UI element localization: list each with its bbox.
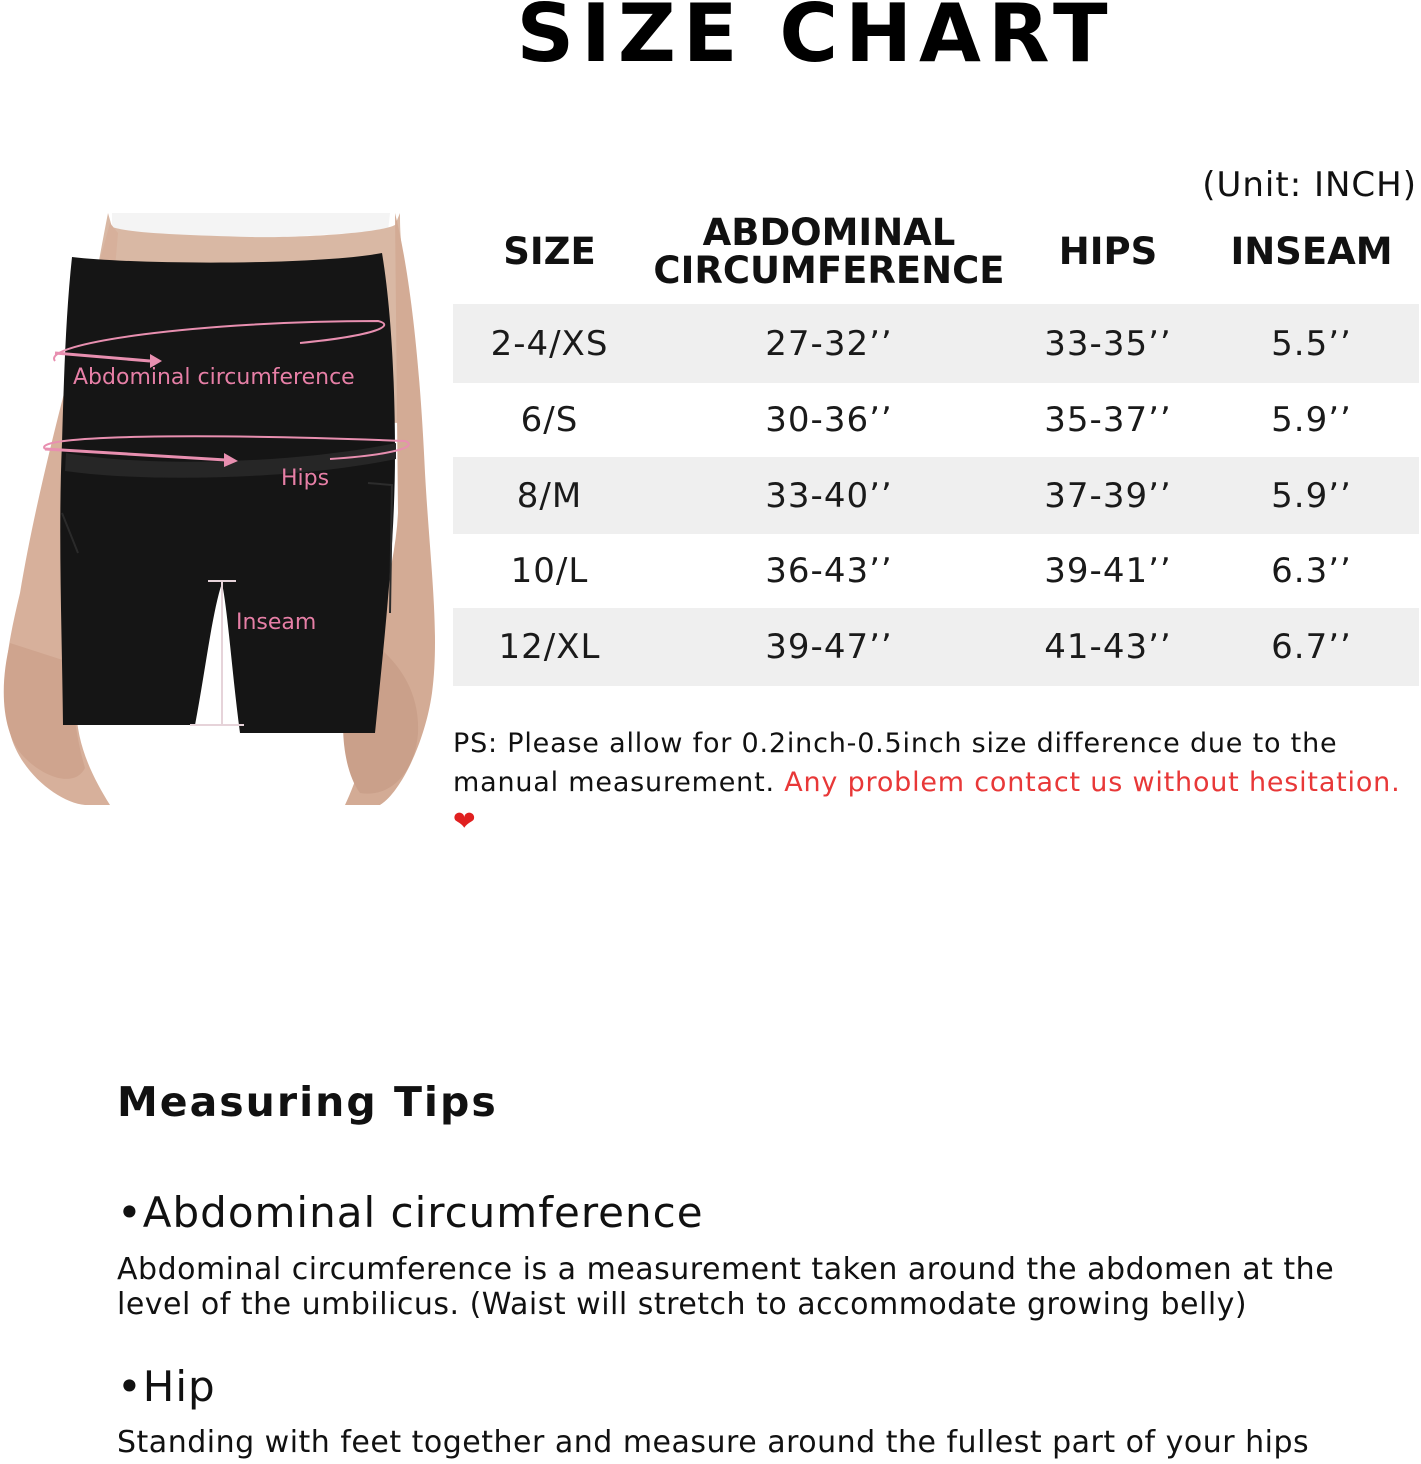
cell-abdominal: 30-36’’ bbox=[765, 400, 893, 440]
cell-size: 12/XL bbox=[498, 627, 601, 667]
header-abdominal-line2: CIRCUMFERENCE bbox=[653, 249, 1005, 292]
cell-size: 6/S bbox=[520, 400, 579, 440]
cell-hips: 39-41’’ bbox=[1044, 551, 1172, 591]
tip-abdominal-line-1: Abdominal circumference is a measurement taken around the abdomen at the bbox=[117, 1252, 1335, 1287]
cell-abdominal: 33-40’’ bbox=[765, 475, 893, 516]
contact-text: Any problem contact us without hesitation. bbox=[784, 767, 1401, 798]
cell-abdominal: 39-47’’ bbox=[765, 627, 893, 667]
model-figure bbox=[0, 213, 452, 805]
table-row bbox=[453, 383, 1419, 457]
header-abdominal bbox=[646, 211, 1012, 292]
tip-abdominal-body bbox=[117, 1252, 1407, 1322]
cell-hips: 41-43’’ bbox=[1044, 627, 1172, 667]
cell-hips: 33-35’’ bbox=[1044, 323, 1172, 364]
tip-hip-heading: •Hip bbox=[117, 1362, 216, 1411]
cell-size: 10/L bbox=[510, 551, 589, 591]
tip-hip-body: Standing with feet together and measure around the fullest part of your hips bbox=[117, 1425, 1310, 1460]
table-row bbox=[453, 534, 1419, 608]
table-row bbox=[453, 457, 1419, 534]
note-line-2 bbox=[453, 763, 1419, 841]
unit-label: (Unit: INCH) bbox=[1202, 165, 1417, 205]
cell-inseam: 5.9’’ bbox=[1271, 475, 1352, 516]
size-table bbox=[453, 200, 1419, 686]
table-header bbox=[453, 200, 1419, 304]
cell-hips: 35-37’’ bbox=[1044, 400, 1172, 440]
cell-size: 8/M bbox=[516, 475, 583, 516]
cell-inseam: 5.5’’ bbox=[1271, 323, 1352, 364]
measurement-note bbox=[453, 724, 1419, 841]
tips-title: Measuring Tips bbox=[117, 1078, 498, 1126]
hips-label: Hips bbox=[281, 466, 330, 491]
tip-abdominal-heading: •Abdominal circumference bbox=[117, 1188, 704, 1237]
cell-inseam: 6.3’’ bbox=[1271, 551, 1352, 591]
page-title: SIZE CHART bbox=[516, 0, 1115, 80]
note-black-text: manual measurement. bbox=[453, 767, 785, 798]
cell-hips: 37-39’’ bbox=[1044, 475, 1172, 516]
cell-inseam: 6.7’’ bbox=[1271, 627, 1352, 667]
shorts-illustration bbox=[0, 213, 452, 805]
header-size: SIZE bbox=[503, 230, 596, 273]
cell-inseam: 5.9’’ bbox=[1271, 400, 1352, 440]
tip-abdominal-line-2: level of the umbilicus. (Waist will stretch to accommodate growing belly) bbox=[117, 1287, 1248, 1322]
table-row bbox=[453, 304, 1419, 383]
abdominal-label: Abdominal circumference bbox=[73, 365, 355, 390]
cell-size: 2-4/XS bbox=[490, 323, 609, 364]
header-abdominal-line1: ABDOMINAL bbox=[702, 211, 956, 254]
heart-icon: ❤ bbox=[453, 806, 477, 837]
cell-abdominal: 27-32’’ bbox=[765, 323, 893, 364]
header-inseam: INSEAM bbox=[1230, 230, 1393, 273]
table-row bbox=[453, 608, 1419, 686]
cell-abdominal: 36-43’’ bbox=[765, 551, 893, 591]
note-line-1: PS: Please allow for 0.2inch-0.5inch size difference due to the bbox=[453, 728, 1338, 759]
inseam-label: Inseam bbox=[236, 610, 317, 635]
header-hips: HIPS bbox=[1058, 230, 1158, 273]
